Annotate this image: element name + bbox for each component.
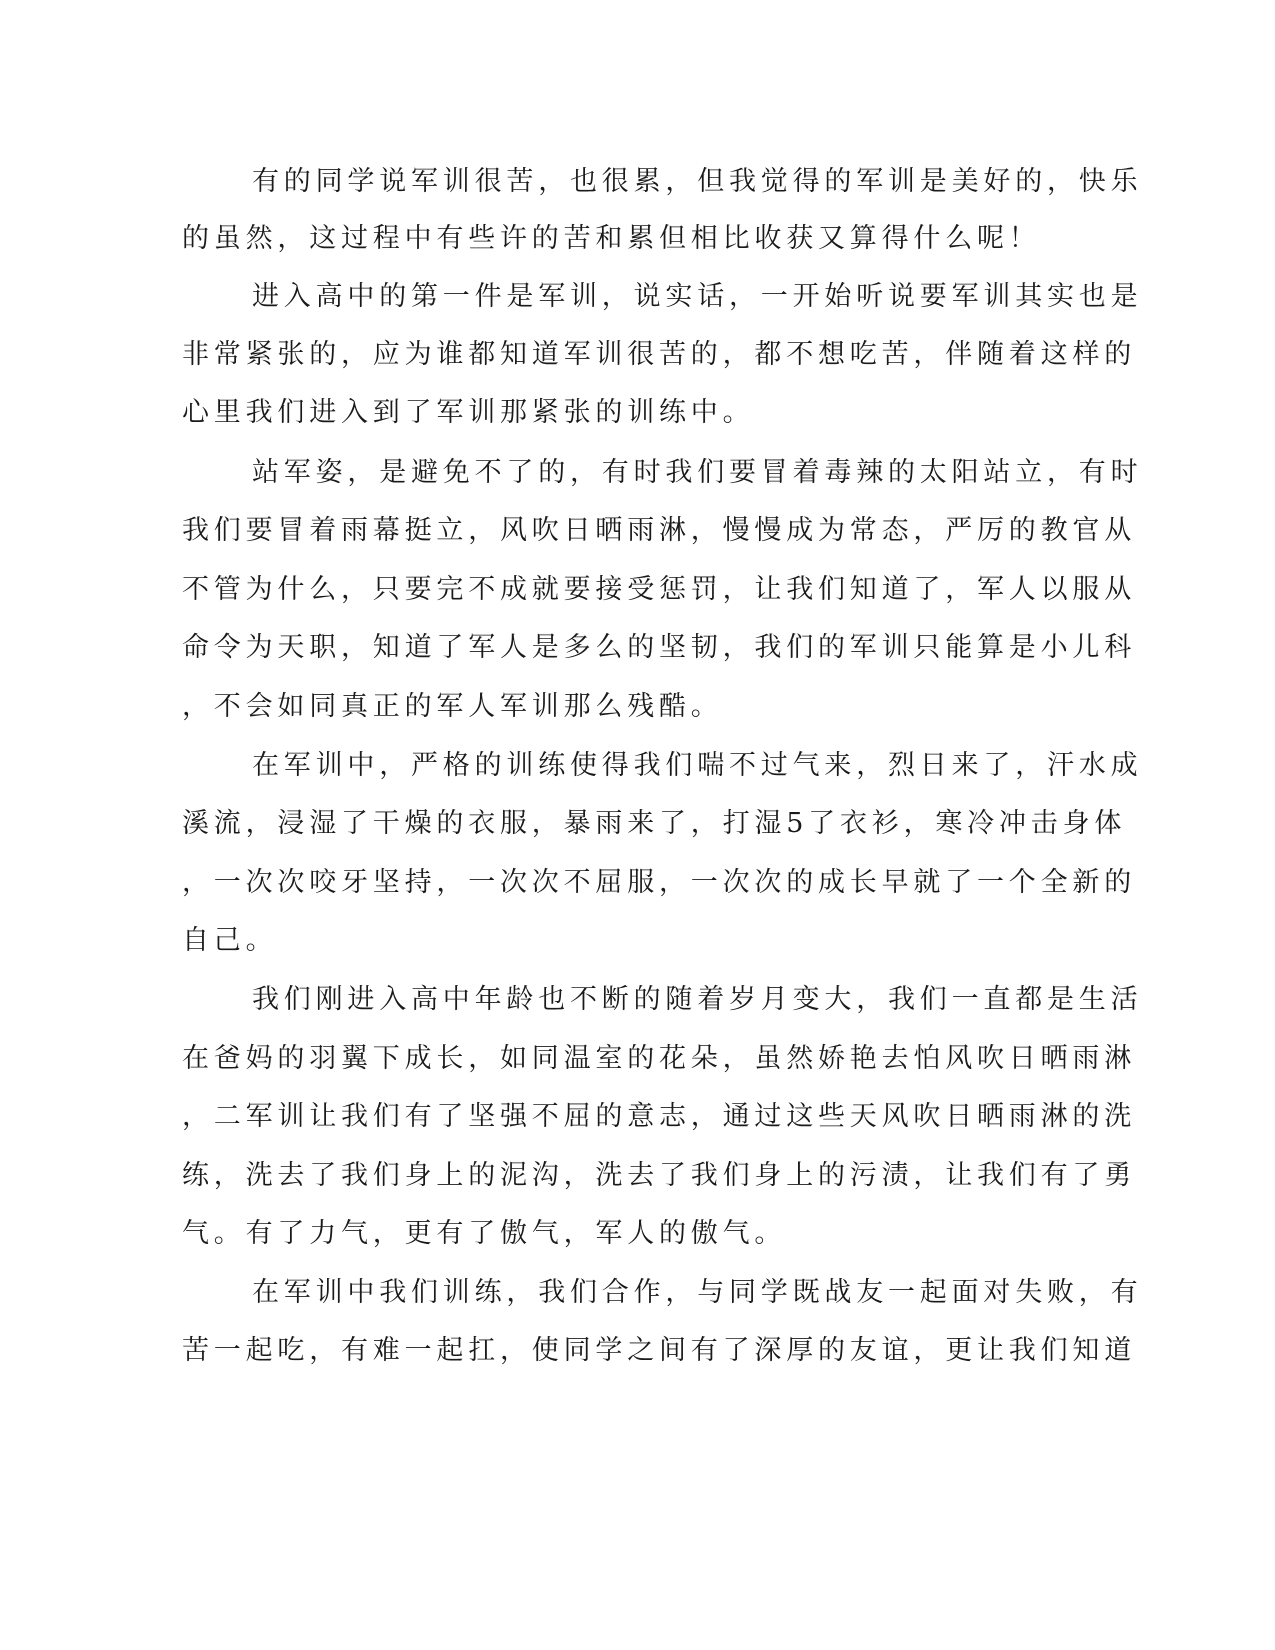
paragraph-3-line-2: 我们要冒着雨幕挺立，风吹日晒雨淋，慢慢成为常态，严厉的教官从	[182, 515, 1136, 546]
paragraph-5-line-1: 我们刚进入高中年龄也不断的随着岁月变大，我们一直都是生活	[252, 984, 1143, 1015]
paragraph-6-line-1: 在军训中我们训练，我们合作，与同学既战友一起面对失败，有	[252, 1277, 1143, 1308]
paragraph-5-line-5: 气。有了力气，更有了傲气，军人的傲气。	[182, 1218, 787, 1249]
paragraph-3-line-4: 命令为天职，知道了军人是多么的坚韧，我们的军训只能算是小儿科	[182, 632, 1136, 663]
paragraph-5-line-2: 在爸妈的羽翼下成长，如同温室的花朵，虽然娇艳去怕风吹日晒雨淋	[182, 1043, 1136, 1074]
paragraph-3-line-5: ，不会如同真正的军人军训那么残酷。	[182, 691, 723, 722]
paragraph-4-line-3: ，一次次咬牙坚持，一次次不屈服，一次次的成长早就了一个全新的	[182, 867, 1136, 898]
paragraph-6-line-2: 苦一起吃，有难一起扛，使同学之间有了深厚的友谊，更让我们知道	[182, 1335, 1136, 1366]
paragraph-2-line-3: 心里我们进入到了军训那紧张的训练中。	[182, 397, 755, 428]
paragraph-1-line-1: 有的同学说军训很苦，也很累，但我觉得的军训是美好的，快乐	[252, 166, 1143, 197]
paragraph-5-line-4: 练，洗去了我们身上的泥沟，洗去了我们身上的污渍，让我们有了勇	[182, 1160, 1136, 1191]
paragraph-4-line-1: 在军训中，严格的训练使得我们喘不过气来，烈日来了，汗水成	[252, 750, 1143, 781]
paragraph-4-line-4: 自己。	[182, 925, 278, 956]
paragraph-4-line-2: 溪流，浸湿了干燥的衣服，暴雨来了，打湿5了衣衫，寒冷冲击身体	[182, 808, 1127, 839]
paragraph-2-line-1: 进入高中的第一件是军训，说实话，一开始听说要军训其实也是	[252, 281, 1143, 312]
paragraph-5-line-3: ，二军训让我们有了坚强不屈的意志，通过这些天风吹日晒雨淋的洗	[182, 1101, 1136, 1132]
paragraph-3-line-1: 站军姿，是避免不了的，有时我们要冒着毒辣的太阳站立，有时	[252, 457, 1143, 488]
paragraph-3-line-3: 不管为什么，只要完不成就要接受惩罚，让我们知道了，军人以服从	[182, 574, 1136, 605]
paragraph-2-line-2: 非常紧张的，应为谁都知道军训很苦的，都不想吃苦，伴随着这样的	[182, 339, 1136, 370]
paragraph-1-line-2: 的虽然，这过程中有些许的苦和累但相比收获又算得什么呢！	[182, 223, 1041, 254]
